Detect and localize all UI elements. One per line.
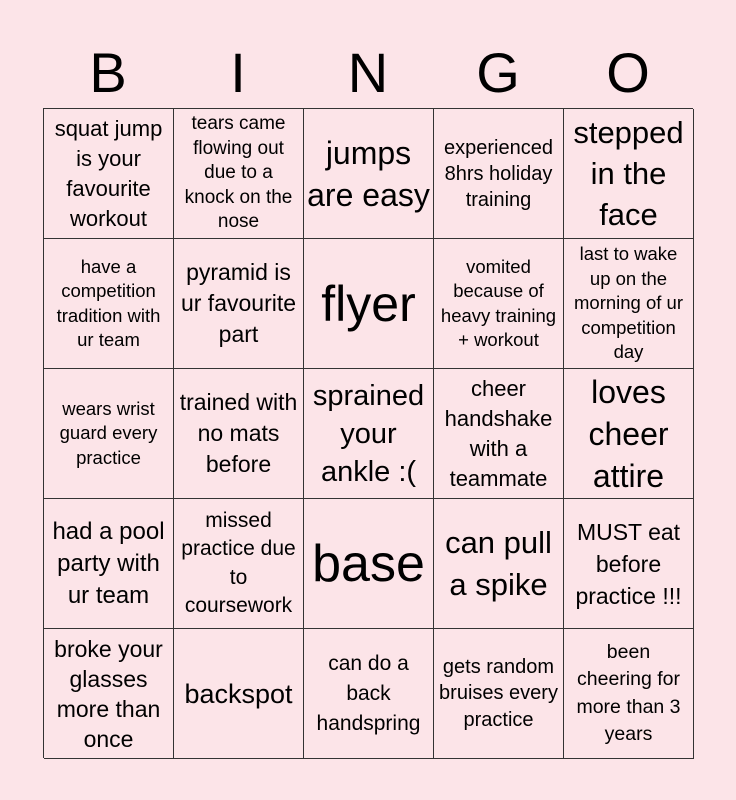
bingo-cell-r3-c4[interactable] bbox=[434, 369, 564, 499]
bingo-cell-r4-c3[interactable] bbox=[304, 499, 434, 629]
bingo-cell-r1-c2[interactable] bbox=[174, 109, 304, 239]
bingo-cell-text: broke your glasses more than once bbox=[54, 635, 163, 752]
bingo-cell-text: vomited because of heavy training + workout bbox=[440, 255, 557, 350]
bingo-cell-r3-c2[interactable] bbox=[174, 369, 304, 499]
bingo-cell-r4-c2[interactable] bbox=[174, 499, 304, 629]
bingo-cell-text: been cheering for more than 3 years bbox=[576, 640, 681, 745]
bingo-cell-r2-c2[interactable] bbox=[174, 239, 304, 369]
bingo-cell-text: squat jump is your favourite workout bbox=[54, 115, 163, 231]
bingo-cell-r4-c1[interactable] bbox=[44, 499, 174, 629]
bingo-cell-text: stepped in the face bbox=[573, 115, 684, 232]
bingo-cell-r1-c5[interactable] bbox=[564, 109, 694, 239]
bingo-cell-text: cheer handshake with a teammate bbox=[444, 375, 553, 491]
bingo-header bbox=[43, 38, 693, 108]
bingo-cell-text: experienced 8hrs holiday training bbox=[444, 136, 553, 211]
bingo-cell-text: flyer bbox=[321, 275, 416, 332]
bingo-cell-text: loves cheer attire bbox=[588, 373, 669, 494]
bingo-cell-text: have a competition tradition with ur team bbox=[56, 255, 161, 350]
bingo-cell-r5-c4[interactable] bbox=[434, 629, 564, 759]
bingo-cell-r3-c1[interactable] bbox=[44, 369, 174, 499]
bingo-cell-text: can pull a spike bbox=[445, 524, 552, 602]
bingo-cell-r5-c3[interactable] bbox=[304, 629, 434, 759]
bingo-cell-r3-c5[interactable] bbox=[564, 369, 694, 499]
bingo-cell-r3-c3[interactable] bbox=[304, 369, 434, 499]
bingo-grid bbox=[43, 108, 693, 758]
bingo-cell-r5-c2[interactable] bbox=[174, 629, 304, 759]
header-letter-o: O bbox=[606, 41, 650, 104]
bingo-cell-text: trained with no mats before bbox=[179, 389, 298, 477]
bingo-cell-text: pyramid is ur favourite part bbox=[180, 259, 297, 347]
bingo-cell-r4-c5[interactable] bbox=[564, 499, 694, 629]
bingo-cell-r4-c4[interactable] bbox=[434, 499, 564, 629]
bingo-cell-text: last to wake up on the morning of ur competition day bbox=[574, 243, 683, 363]
bingo-cell-r1-c4[interactable] bbox=[434, 109, 564, 239]
header-letter-i: I bbox=[230, 41, 246, 104]
bingo-cell-text: base bbox=[312, 534, 425, 593]
bingo-cell-text: jumps are easy bbox=[307, 134, 430, 213]
header-letter-n: N bbox=[347, 41, 389, 104]
bingo-cell-text: MUST eat before practice !!! bbox=[575, 518, 682, 609]
bingo-cell-text: can do a back handspring bbox=[316, 651, 421, 735]
bingo-cell-text: missed practice due to coursework bbox=[181, 508, 296, 617]
bingo-cell-r5-c1[interactable] bbox=[44, 629, 174, 759]
bingo-cell-r2-c1[interactable] bbox=[44, 239, 174, 369]
header-letter-g: G bbox=[476, 41, 520, 104]
bingo-cell-text: backspot bbox=[184, 678, 293, 709]
bingo-cell-text: had a pool party with ur team bbox=[52, 517, 165, 609]
bingo-cell-r1-c1[interactable] bbox=[44, 109, 174, 239]
bingo-cell-text: sprained your ankle :( bbox=[312, 379, 425, 488]
bingo-cell-text: gets random bruises every practice bbox=[439, 655, 558, 731]
bingo-cell-text: wears wrist guard every practice bbox=[59, 397, 158, 468]
bingo-cell-text: tears came flowing out due to a knock on the nose bbox=[184, 113, 293, 233]
bingo-cell-r1-c3[interactable] bbox=[304, 109, 434, 239]
header-letter-b: B bbox=[89, 41, 127, 104]
bingo-cell-r5-c5[interactable] bbox=[564, 629, 694, 759]
bingo-cell-r2-c4[interactable] bbox=[434, 239, 564, 369]
bingo-cell-r2-c3[interactable] bbox=[304, 239, 434, 369]
bingo-cell-r2-c5[interactable] bbox=[564, 239, 694, 369]
